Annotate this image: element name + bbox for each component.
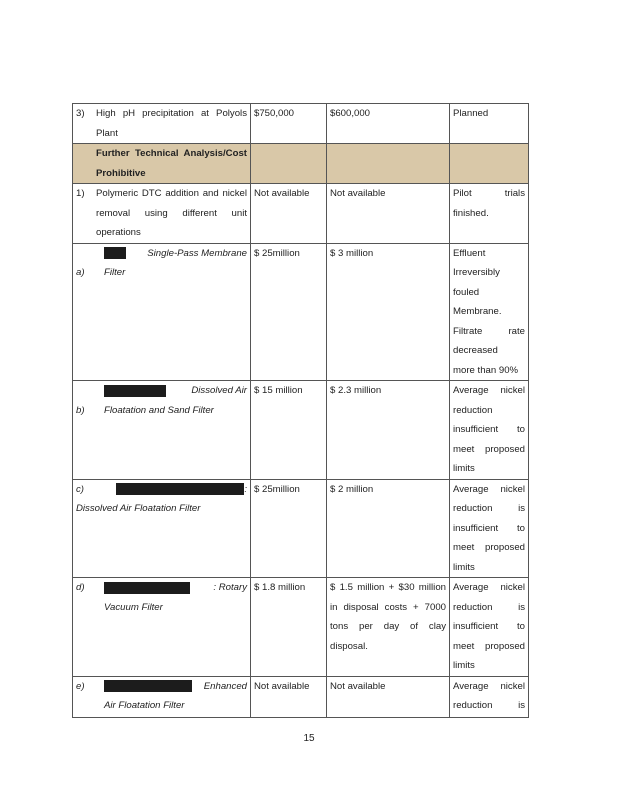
- description-cell: 1) Polymeric DTC addition and nickel removal using different unit operations: [73, 184, 251, 244]
- table-row: [73, 676, 529, 717]
- status-cell: Average nickel reduction is insufficient to meet proposed limits: [450, 479, 529, 578]
- sub-item-label: a): [76, 267, 85, 278]
- redaction-bar: [104, 385, 166, 397]
- sub-item-label: e): [76, 680, 85, 692]
- description-line: High pH precipitation at Polyols: [96, 108, 247, 119]
- cost-cell: $ 25million: [251, 243, 327, 381]
- table-row: [73, 381, 529, 480]
- table-row: [73, 184, 529, 244]
- cost-cell: $ 15 million: [251, 381, 327, 480]
- cost-cell: Not available: [327, 184, 450, 244]
- status-cell: Pilot trials finished.: [450, 184, 529, 244]
- section-header-line: Prohibitive: [96, 167, 146, 179]
- description-cell: d) : Rotary Vacuum Filter: [73, 578, 251, 677]
- description-cell: a) Single-Pass Membrane Filter: [73, 243, 251, 381]
- sub-item-label: c): [76, 483, 84, 495]
- item-number: 1): [76, 188, 85, 199]
- section-header-cell: [73, 144, 251, 184]
- table-row: [73, 479, 529, 578]
- status-cell: Planned: [450, 104, 529, 144]
- status-cell: Effluent Irreversibly fouled Membrane. Filtrate rate decreased more than 90%: [450, 243, 529, 381]
- item-number: 3): [76, 108, 85, 119]
- project-cost-table: [72, 103, 529, 718]
- description-cell: c) : Dissolved Air Floatation Filter: [73, 479, 251, 578]
- section-header-line: Further Technical Analysis/Cost: [96, 148, 247, 159]
- cost-cell: Not available: [251, 676, 327, 717]
- table-row: [73, 104, 529, 144]
- cost-cell: $ 2.3 million: [327, 381, 450, 480]
- redaction-bar: [104, 582, 190, 594]
- cost-cell: $ 25million: [251, 479, 327, 578]
- cost-cell: $600,000: [327, 104, 450, 144]
- redaction-bar: [104, 247, 126, 259]
- cost-cell: $ 1.8 million: [251, 578, 327, 677]
- cost-cell: $750,000: [251, 104, 327, 144]
- sub-item-label: d): [76, 582, 85, 593]
- cost-cell: Not available: [251, 184, 327, 244]
- page-number: 15: [303, 733, 315, 744]
- redaction-bar: [104, 680, 192, 692]
- table-row: [73, 578, 529, 677]
- description-cell: [73, 104, 251, 144]
- sub-item-label: b): [76, 404, 85, 416]
- cost-cell: Not available: [327, 676, 450, 717]
- description-cell: b) Dissolved Air Floatation and Sand Filter: [73, 381, 251, 480]
- status-cell: Average nickel reduction insufficient to meet proposed limits: [450, 381, 529, 480]
- redaction-bar: [116, 483, 244, 495]
- status-cell: Average nickel reduction is insufficient to meet proposed limits: [450, 578, 529, 677]
- cost-cell: $ 1.5 million + $30 million in disposal costs + 7000 tons per day of clay disposal.: [327, 578, 450, 677]
- status-cell: Average nickel reduction is: [450, 676, 529, 717]
- section-header-row: [73, 144, 529, 184]
- description-line: Plant: [96, 127, 118, 139]
- description-cell: e) Enhanced Air Floatation Filter: [73, 676, 251, 717]
- table-row: [73, 243, 529, 381]
- cost-cell: $ 3 million: [327, 243, 450, 381]
- cost-cell: $ 2 million: [327, 479, 450, 578]
